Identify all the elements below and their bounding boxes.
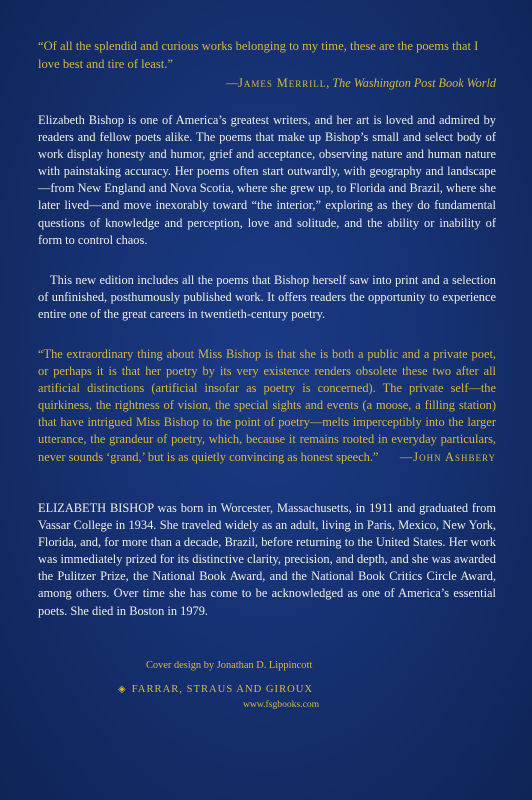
publisher-line bbox=[118, 684, 313, 695]
quote-text-ashbery: “The extraordinary thing about Miss Bishop is that she is both a public and a private poet, or perhaps it is that her poetry by its very existence renders obsolete these two after all artificial distinctions (artificial insofar as poetry is concerned). The private self—the quirkiness, the rightness of vision, the special sights and events (a moose, a filling station) that have intrigued Miss Bishop to the point of poetry—melts imperceptibly into the larger utterance, the grandeur of poetry, which, because it remains rooted in everyday particulars, never sounds ‘grand,’ but is as quietly convincing as honest speech.” bbox=[38, 347, 496, 464]
quote-attribution-ashbery: —John Ashbery bbox=[399, 449, 496, 464]
attribution-source: The Washington Post Book World bbox=[332, 76, 496, 90]
description-paragraph-2: This new edition includes all the poems that Bishop herself saw into print and a selection of unfinished, posthumously published work. It offers readers the opportunity to experience entire one of the great careers in twentieth-century poetry. bbox=[38, 273, 496, 322]
cover-design-credit: Cover design by Jonathan D. Lippincott bbox=[146, 660, 313, 671]
attribution-separator: , bbox=[326, 76, 333, 90]
praise-quote-merrill: “Of all the splendid and curious works belonging to my time, these are the poems that I love best and tire of least.” bbox=[38, 39, 479, 71]
attribution-dash: — bbox=[225, 76, 239, 90]
publisher-url: www.fsgbooks.com bbox=[243, 699, 320, 710]
publisher-logo-icon: ◈ bbox=[118, 684, 126, 695]
attribution-name: James Merrill bbox=[238, 76, 327, 90]
praise-quote-ashbery bbox=[38, 346, 496, 466]
quote-attribution-merrill bbox=[226, 76, 496, 91]
description-paragraph-1: Elizabeth Bishop is one of America’s greatest writers, and her art is loved and admired by readers and fellow poets alike. The poems that make up Bishop’s small and select body of work display honesty and humor, grief and acceptance, observing nature and human nature with painstaking accuracy. Her poems often start outwardly, with geography and landscape—from New England and Nova Scotia, where she grew up, to Florida and Brazil, where she later lived—and move inexorably toward “the interior,” exploring as they do fundamental questions of knowledge and perception, love and solitude, and the ability or inability of form to control chaos. bbox=[38, 113, 496, 247]
author-bio: ELIZABETH BISHOP was born in Worcester, Massachusetts, in 1911 and graduated from Vassar College in 1934. She traveled widely as an adult, living in Paris, Mexico, New York, Florida, and, for more than a decade, Brazil, before returning to the United States. Her work was immediately prized for its distinctive clarity, precision, and depth, and she was awarded the Pulitzer Prize, the National Book Award, and the National Book Critics Circle Award, among others. Over time she has come to be acknowledged as one of America’s essential poets. She died in Boston in 1979. bbox=[38, 501, 496, 618]
publisher-name: FARRAR, STRAUS AND GIROUX bbox=[131, 684, 314, 695]
